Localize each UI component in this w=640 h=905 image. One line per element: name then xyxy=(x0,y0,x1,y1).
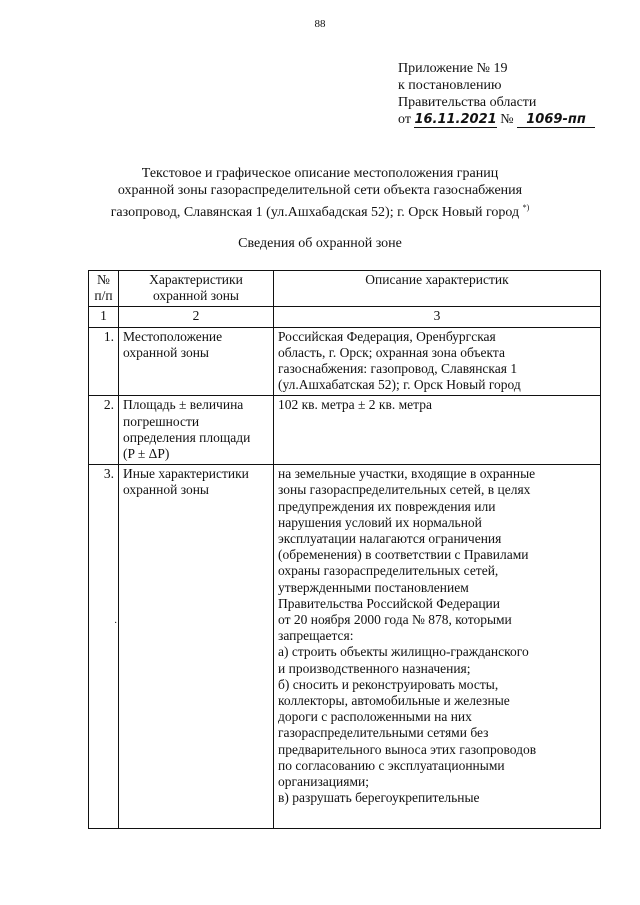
date-prefix: от xyxy=(398,112,411,127)
cell-line: нарушения условий их нормальной xyxy=(278,514,482,530)
header-characteristics-line-2: охранной зоны xyxy=(152,288,239,304)
header-description: Описание характеристик xyxy=(274,271,601,307)
cell-line: по согласованию с эксплуатационными xyxy=(278,757,505,773)
row-characteristic xyxy=(119,327,274,396)
page-number: 88 xyxy=(314,18,326,30)
cell-line: запрещается: xyxy=(278,628,354,644)
footnote-mark: *) xyxy=(522,203,530,212)
protection-zone-table xyxy=(88,270,601,829)
column-number-2: 2 xyxy=(119,307,274,327)
cell-line: определения площади xyxy=(123,429,251,445)
table-header-row xyxy=(89,271,601,307)
title-line-2: охранной зоны газораспределительной сети объекта газоснабжения xyxy=(117,183,523,198)
row-description xyxy=(274,327,601,396)
cell-line: б) сносить и реконструировать мосты, xyxy=(278,676,499,692)
handwritten-number: 1069-пп xyxy=(517,113,595,128)
cell-line: а) строить объекты жилищно-гражданского xyxy=(278,644,529,660)
row-description xyxy=(274,396,601,465)
row-number: 2. xyxy=(89,396,119,465)
header-characteristics xyxy=(119,271,274,307)
cell-line: (P ± ΔP) xyxy=(123,446,170,462)
number-prefix: № xyxy=(500,112,514,127)
cell-line: газораспределительными сетями без xyxy=(278,725,489,741)
title-line-3 xyxy=(60,199,580,221)
row-characteristic xyxy=(119,465,274,829)
cell-line: (ул.Ашхабатская 52); г. Орск Новый город xyxy=(278,377,521,393)
cell-line: охраны газораспределительных сетей, xyxy=(278,563,499,579)
cell-line: (обременения) в соответствии с Правилами xyxy=(278,547,529,563)
title-line-1: Текстовое и графическое описание местоположения границ xyxy=(141,166,499,181)
cell-line: область, г. Орск; охранная зона объекта xyxy=(278,344,505,360)
appendix-block xyxy=(398,60,628,128)
header-num xyxy=(89,271,119,307)
appendix-line-3: Правительства области xyxy=(398,95,537,110)
cell-line: Площадь ± величина xyxy=(123,397,244,413)
column-number-row xyxy=(89,307,601,327)
cell-line: дороги с расположенными на них xyxy=(278,709,472,725)
cell-line: Местоположение xyxy=(123,328,223,344)
cell-line: охранной зоны xyxy=(123,482,210,498)
cell-line: Иные характеристики xyxy=(123,466,249,482)
cell-line: Российская Федерация, Оренбургская xyxy=(278,328,496,344)
section-subtitle: Сведения об охранной зоне xyxy=(238,236,402,251)
cell-line: 102 кв. метра ± 2 кв. метра xyxy=(278,397,432,413)
cell-line: утвержденными постановлением xyxy=(278,579,469,595)
column-number-1: 1 xyxy=(89,307,119,327)
handwritten-date: 16.11.2021 xyxy=(414,112,497,127)
table-row xyxy=(89,396,601,465)
document-title xyxy=(60,165,580,221)
row-number: 1. xyxy=(89,327,119,396)
cell-line: в) разрушать берегоукрепительные xyxy=(278,790,480,806)
cell-line: охранной зоны xyxy=(123,344,210,360)
appendix-line-2: к постановлению xyxy=(398,78,502,93)
row-number: 3. xyxy=(89,465,119,829)
cell-line: на земельные участки, входящие в охранные xyxy=(278,466,536,482)
cell-line: погрешности xyxy=(123,413,200,429)
cell-line: предупреждения их повреждения или xyxy=(278,498,496,514)
cell-line: предварительного выноса этих газопроводов xyxy=(278,741,537,757)
cell-line: газоснабжения: газопровод, Славянская 1 xyxy=(278,361,518,377)
column-number-3: 3 xyxy=(274,307,601,327)
cell-line: зоны газораспределительных сетей, в целях xyxy=(278,482,531,498)
table-row xyxy=(89,327,601,396)
scan-dot: · xyxy=(114,618,118,629)
cell-line: от 20 ноября 2000 года № 878, которыми xyxy=(278,612,512,628)
appendix-line-1: Приложение № 19 xyxy=(398,61,508,76)
cell-line: и производственного назначения; xyxy=(278,660,471,676)
cell-line: коллекторы, автомобильные и железные xyxy=(278,693,510,709)
row-description xyxy=(274,465,601,829)
cell-line: Правительства Российской Федерации xyxy=(278,595,500,611)
title-line-3-text: газопровод, Славянская 1 (ул.Ашхабадская 52); г. Орск Новый город xyxy=(110,205,520,220)
header-characteristics-line-1: Характеристики xyxy=(149,272,243,287)
cell-line: организациями; xyxy=(278,774,369,790)
row-characteristic xyxy=(119,396,274,465)
table-row xyxy=(89,465,601,829)
cell-line: эксплуатации налагаются ограничения xyxy=(278,531,502,547)
header-num-line-2: п/п xyxy=(94,288,113,304)
header-num-line-1: № xyxy=(97,272,110,287)
appendix-date-line xyxy=(398,111,628,128)
